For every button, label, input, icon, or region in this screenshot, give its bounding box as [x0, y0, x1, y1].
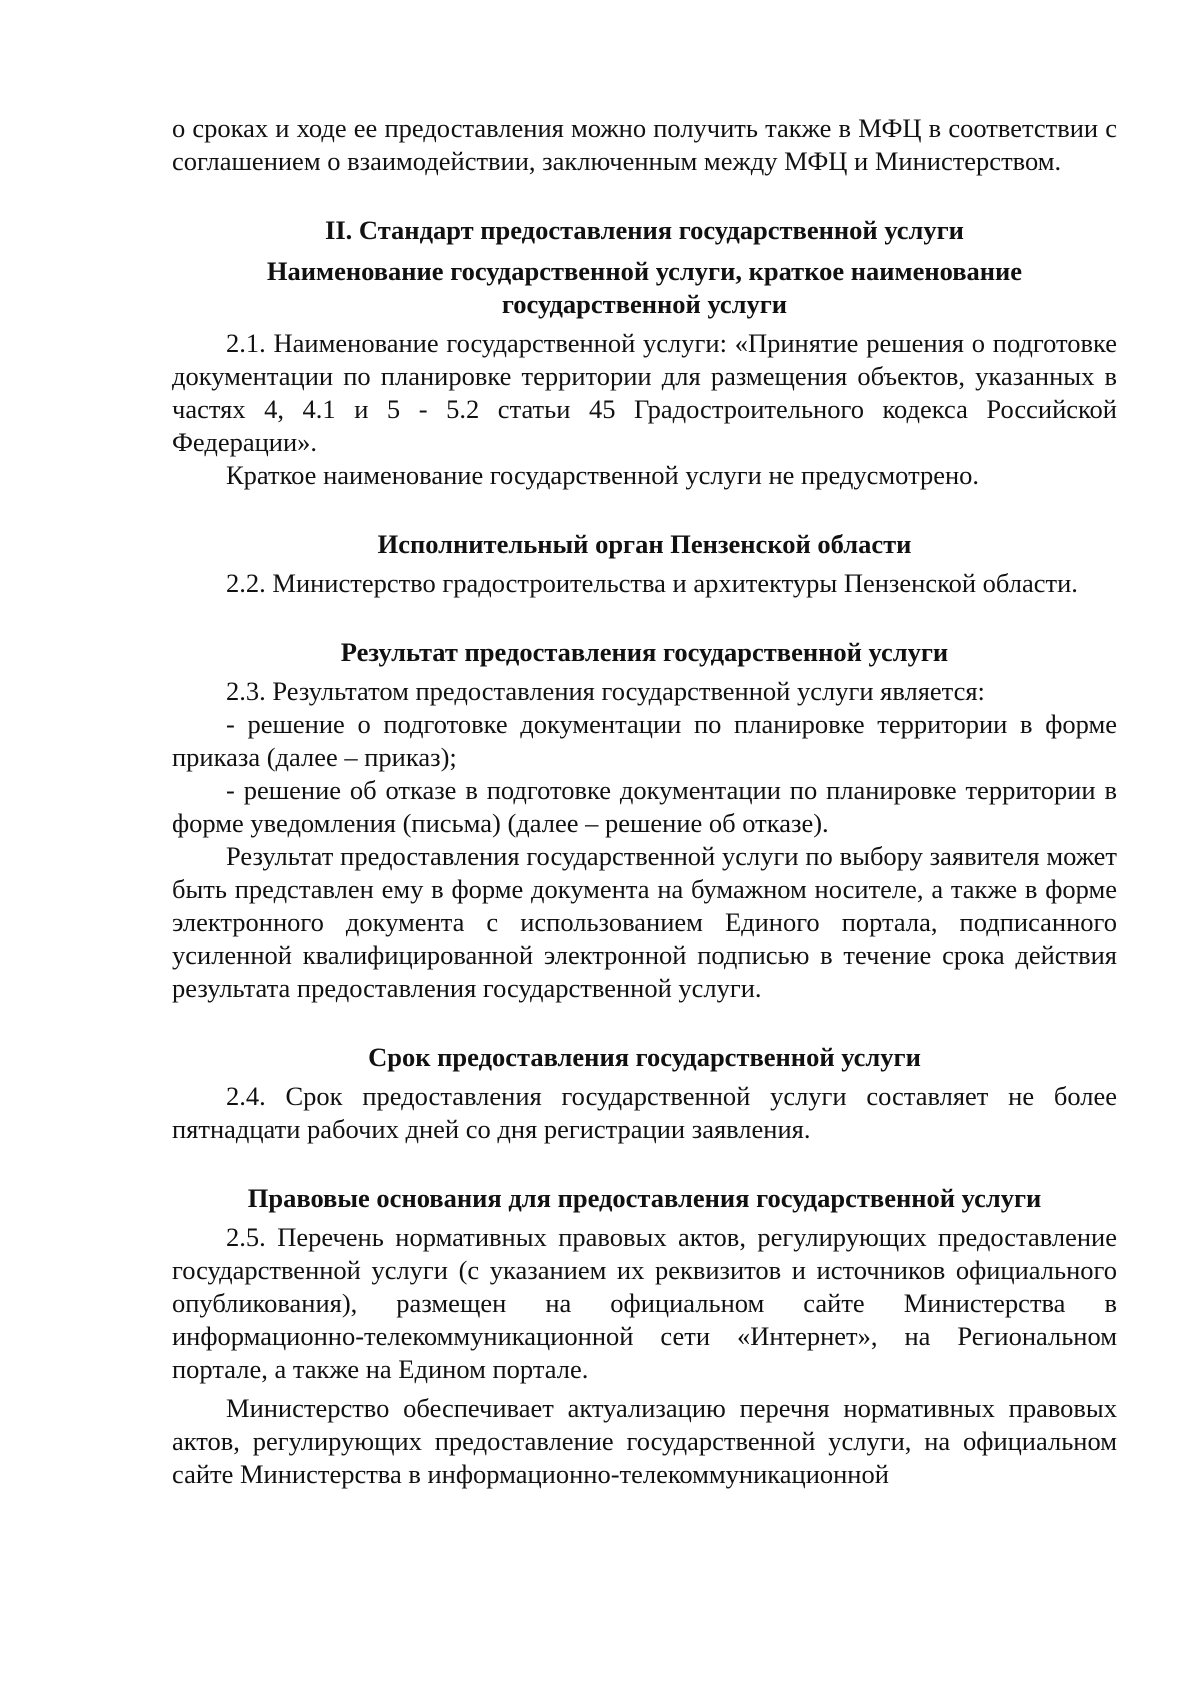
result-item-refusal: - решение об отказе в подготовке документации по планировке территории в форме уведомления (письма) (далее – решение об отказе).	[172, 775, 1117, 838]
spacer	[172, 1146, 1117, 1182]
term-heading: Срок предоставления государственной услуги	[368, 1042, 921, 1072]
service-name-heading-line2: государственной услуги	[501, 289, 788, 319]
spacer	[172, 178, 1117, 214]
document-page	[172, 112, 1117, 1491]
section-title: II. Стандарт предоставления государственной услуги	[325, 215, 964, 245]
executive-body-heading: Исполнительный орган Пензенской области	[377, 529, 912, 559]
result-heading: Результат предоставления государственной услуги	[340, 637, 949, 667]
spacer	[172, 600, 1117, 636]
result-form-paragraph: Результат предоставления государственной услуги по выбору заявителя может быть представлен ему в форме документа на бумажном носителе, а также в форме электронного документа с использованием Единого портала, подписанного усиленной квалифицированной электронной подписью в течение срока действия результата предоставления государственной услуги.	[172, 841, 1117, 1003]
paragraph-2-1: 2.1. Наименование государственной услуги: «Принятие решения о подготовке документации по планировке территории для размещения объектов, указанных в частях 4, 4.1 и 5 - 5.2 статьи 45 Градостроительного кодекса Российской Федерации».	[172, 328, 1117, 457]
paragraph-2-4: 2.4. Срок предоставления государственной услуги составляет не более пятнадцати рабочих дней со дня регистрации заявления.	[172, 1081, 1117, 1144]
paragraph-2-3: 2.3. Результатом предоставления государственной услуги является:	[226, 676, 985, 706]
spacer	[172, 492, 1117, 528]
service-name-heading	[172, 255, 1117, 321]
paragraph-2-2: 2.2. Министерство градостроительства и архитектуры Пензенской области.	[226, 568, 1078, 598]
result-item-order: - решение о подготовке документации по планировке территории в форме приказа (далее – приказ);	[172, 709, 1117, 772]
paragraph-2-5: 2.5. Перечень нормативных правовых актов, регулирующих предоставление государственной услуги (с указанием их реквизитов и источников официального опубликования), размещен на официальном сайте Министерства в информационно-телекоммуникационной сети «Интернет», на Региональном портале, а также на Едином портале.	[172, 1222, 1117, 1384]
service-name-heading-line1: Наименование государственной услуги, краткое наименование	[266, 256, 1023, 286]
legal-basis-heading: Правовые основания для предоставления государственной услуги	[247, 1183, 1042, 1213]
actualization-paragraph: Министерство обеспечивает актуализацию перечня нормативных правовых актов, регулирующих предоставление государственной услуги, на официальном сайте Министерства в информационно-телекоммуникационной	[172, 1393, 1117, 1489]
intro-paragraph: о сроках и ходе ее предоставления можно получить также в МФЦ в соответствии с соглашением о взаимодействии, заключенным между МФЦ и Министерством.	[172, 113, 1117, 176]
spacer	[172, 247, 1117, 255]
spacer	[172, 1005, 1117, 1041]
short-name-paragraph: Краткое наименование государственной услуги не предусмотрено.	[226, 460, 980, 490]
